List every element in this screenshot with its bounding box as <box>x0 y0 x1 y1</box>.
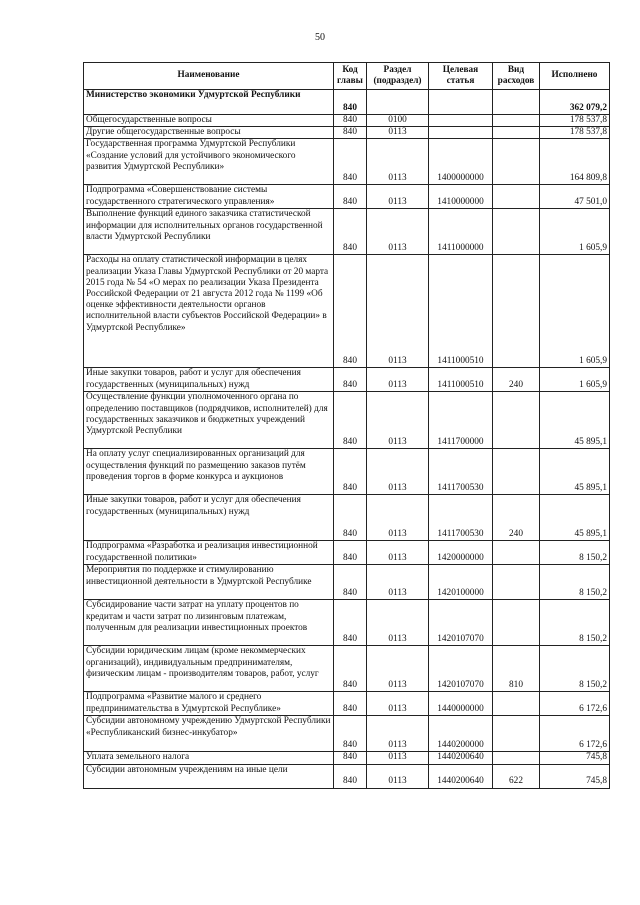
cell-name: Общегосударственные вопросы <box>84 115 334 127</box>
table-row <box>84 600 610 646</box>
cell-amount: 6 172,6 <box>540 692 610 716</box>
table-row <box>84 646 610 692</box>
cell-amount: 164 809,8 <box>540 139 610 185</box>
cell-amount: 8 150,2 <box>540 565 610 600</box>
cell-name: Субсидии юридическим лицам (кроме некоммерческих организаций), индивидуальным предпринимателям, физическим лицам - производителям товаров, работ, услуг <box>84 646 334 692</box>
cell-amount: 8 150,2 <box>540 541 610 565</box>
cell-section: 0113 <box>367 255 429 368</box>
cell-chapter: 840 <box>334 752 367 764</box>
cell-name: Субсидии автономному учреждению Удмуртской Республики «Республиканский бизнес-инкубатор» <box>84 716 334 752</box>
cell-section: 0113 <box>367 752 429 764</box>
cell-expense <box>493 565 540 600</box>
cell-expense <box>493 716 540 752</box>
cell-amount: 178 537,8 <box>540 115 610 127</box>
cell-target: 1411000510 <box>429 368 493 392</box>
cell-amount: 1 605,9 <box>540 368 610 392</box>
cell-name: Государственная программа Удмуртской Республики «Создание условий для устойчивого экономического развития Удмуртской Республики» <box>84 139 334 185</box>
cell-name: Иные закупки товаров, работ и услуг для обеспечения государственных (муниципальных) нужд <box>84 495 334 541</box>
table-row <box>84 752 610 764</box>
cell-amount: 47 501,0 <box>540 185 610 209</box>
header-amount: Исполнено <box>540 63 610 90</box>
cell-chapter: 840 <box>334 565 367 600</box>
cell-chapter: 840 <box>334 495 367 541</box>
table-row <box>84 255 610 368</box>
cell-section: 0113 <box>367 139 429 185</box>
budget-table <box>83 62 610 789</box>
cell-expense <box>493 449 540 495</box>
cell-section <box>367 90 429 115</box>
table-row <box>84 127 610 139</box>
cell-target <box>429 115 493 127</box>
cell-section: 0113 <box>367 368 429 392</box>
cell-section: 0113 <box>367 209 429 255</box>
table-row <box>84 764 610 788</box>
cell-target: 1420100000 <box>429 565 493 600</box>
table-row <box>84 692 610 716</box>
cell-target: 1440200640 <box>429 752 493 764</box>
cell-section: 0113 <box>367 449 429 495</box>
cell-section: 0113 <box>367 646 429 692</box>
cell-section: 0100 <box>367 115 429 127</box>
cell-chapter: 840 <box>334 127 367 139</box>
cell-amount: 745,8 <box>540 752 610 764</box>
cell-expense: 240 <box>493 368 540 392</box>
cell-section: 0113 <box>367 600 429 646</box>
cell-chapter: 840 <box>334 541 367 565</box>
table-row <box>84 495 610 541</box>
cell-amount: 1 605,9 <box>540 255 610 368</box>
cell-name: Подпрограмма «Разработка и реализация инвестиционной государственной политики» <box>84 541 334 565</box>
header-section: Раздел (подраздел) <box>367 63 429 90</box>
cell-section: 0113 <box>367 541 429 565</box>
cell-expense <box>493 255 540 368</box>
cell-chapter: 840 <box>334 185 367 209</box>
table-row <box>84 115 610 127</box>
cell-amount: 1 605,9 <box>540 209 610 255</box>
cell-name: Подпрограмма «Совершенствование системы государственного стратегического управления» <box>84 185 334 209</box>
cell-name: Подпрограмма «Развитие малого и среднего предпринимательства в Удмуртской Республике» <box>84 692 334 716</box>
cell-chapter: 840 <box>334 692 367 716</box>
cell-target: 1410000000 <box>429 185 493 209</box>
cell-expense <box>493 752 540 764</box>
page-number: 50 <box>315 32 325 43</box>
cell-amount: 45 895,1 <box>540 392 610 449</box>
table-row <box>84 368 610 392</box>
header-name: Наименование <box>84 63 334 90</box>
table-row <box>84 209 610 255</box>
cell-chapter: 840 <box>334 368 367 392</box>
cell-chapter: 840 <box>334 392 367 449</box>
cell-amount: 45 895,1 <box>540 449 610 495</box>
cell-name: Уплата земельного налога <box>84 752 334 764</box>
header-chapter: Код главы <box>334 63 367 90</box>
cell-name: Иные закупки товаров, работ и услуг для обеспечения государственных (муниципальных) нужд <box>84 368 334 392</box>
cell-expense <box>493 541 540 565</box>
table-row <box>84 185 610 209</box>
table-row <box>84 449 610 495</box>
cell-expense <box>493 392 540 449</box>
cell-expense: 810 <box>493 646 540 692</box>
cell-section: 0113 <box>367 764 429 788</box>
cell-target: 1420107070 <box>429 600 493 646</box>
header-expense: Вид расходов <box>493 63 540 90</box>
cell-expense: 622 <box>493 764 540 788</box>
cell-chapter: 840 <box>334 115 367 127</box>
cell-chapter: 840 <box>334 449 367 495</box>
table-header-row <box>84 63 610 90</box>
cell-target <box>429 127 493 139</box>
cell-chapter: 840 <box>334 139 367 185</box>
cell-name: Мероприятия по поддержке и стимулированию инвестиционной деятельности в Удмуртской Республике <box>84 565 334 600</box>
cell-chapter: 840 <box>334 209 367 255</box>
table-row <box>84 139 610 185</box>
cell-target: 1411700530 <box>429 449 493 495</box>
table-row <box>84 392 610 449</box>
cell-name: Другие общегосударственные вопросы <box>84 127 334 139</box>
cell-chapter: 840 <box>334 600 367 646</box>
cell-target: 1440200640 <box>429 764 493 788</box>
cell-target: 1440200000 <box>429 716 493 752</box>
cell-target <box>429 90 493 115</box>
cell-target: 1411000000 <box>429 209 493 255</box>
cell-chapter: 840 <box>334 716 367 752</box>
cell-name: Субсидии автономным учреждениям на иные цели <box>84 764 334 788</box>
cell-section: 0113 <box>367 692 429 716</box>
cell-name: Выполнение функций единого заказчика статистической информации для исполнительных органов государственной власти Удмуртской Республики <box>84 209 334 255</box>
cell-expense <box>493 139 540 185</box>
cell-target: 1411000510 <box>429 255 493 368</box>
cell-target: 1411700530 <box>429 495 493 541</box>
cell-name: Расходы на оплату статистической информации в целях реализации Указа Главы Удмуртской Республики от 20 марта 2015 года № 54 «О мерах по реализации Указа Президента Российской Федерации от 21 августа 2012 года № 1199 «Об оценке эффективности деятельности органов исполнительной власти субъектов Российской Федерации» в Удмуртской Республике» <box>84 255 334 368</box>
cell-amount: 8 150,2 <box>540 600 610 646</box>
cell-target: 1400000000 <box>429 139 493 185</box>
cell-section: 0113 <box>367 716 429 752</box>
cell-amount: 8 150,2 <box>540 646 610 692</box>
table-row <box>84 565 610 600</box>
cell-chapter: 840 <box>334 255 367 368</box>
cell-expense <box>493 115 540 127</box>
cell-section: 0113 <box>367 127 429 139</box>
cell-amount: 178 537,8 <box>540 127 610 139</box>
cell-section: 0113 <box>367 495 429 541</box>
cell-name: Министерство экономики Удмуртской Республики <box>84 90 334 115</box>
table-row <box>84 541 610 565</box>
cell-chapter: 840 <box>334 646 367 692</box>
cell-section: 0113 <box>367 185 429 209</box>
cell-amount: 745,8 <box>540 764 610 788</box>
cell-amount: 45 895,1 <box>540 495 610 541</box>
cell-section: 0113 <box>367 565 429 600</box>
cell-expense <box>493 600 540 646</box>
table-row <box>84 716 610 752</box>
cell-section: 0113 <box>367 392 429 449</box>
cell-target: 1420107070 <box>429 646 493 692</box>
cell-target: 1440000000 <box>429 692 493 716</box>
header-target: Целевая статья <box>429 63 493 90</box>
cell-target: 1420000000 <box>429 541 493 565</box>
cell-expense <box>493 209 540 255</box>
cell-amount: 6 172,6 <box>540 716 610 752</box>
cell-amount: 362 079,2 <box>540 90 610 115</box>
cell-expense: 240 <box>493 495 540 541</box>
cell-chapter: 840 <box>334 764 367 788</box>
cell-name: Осуществление функции уполномоченного органа по определению поставщиков (подрядчиков, исполнителей) для государственных заказчиков и бюджетных учреждений Удмуртской Республики <box>84 392 334 449</box>
table-row <box>84 90 610 115</box>
cell-expense <box>493 127 540 139</box>
cell-target: 1411700000 <box>429 392 493 449</box>
cell-expense <box>493 185 540 209</box>
cell-expense <box>493 692 540 716</box>
cell-name: Субсидирование части затрат на уплату процентов по кредитам и части затрат по лизинговым платежам, полученным для реализации инвестиционных проектов <box>84 600 334 646</box>
cell-name: На оплату услуг специализированных организаций для осуществления функций по размещению заказов путём проведения торгов в форме конкурса и аукционов <box>84 449 334 495</box>
cell-chapter: 840 <box>334 90 367 115</box>
cell-expense <box>493 90 540 115</box>
